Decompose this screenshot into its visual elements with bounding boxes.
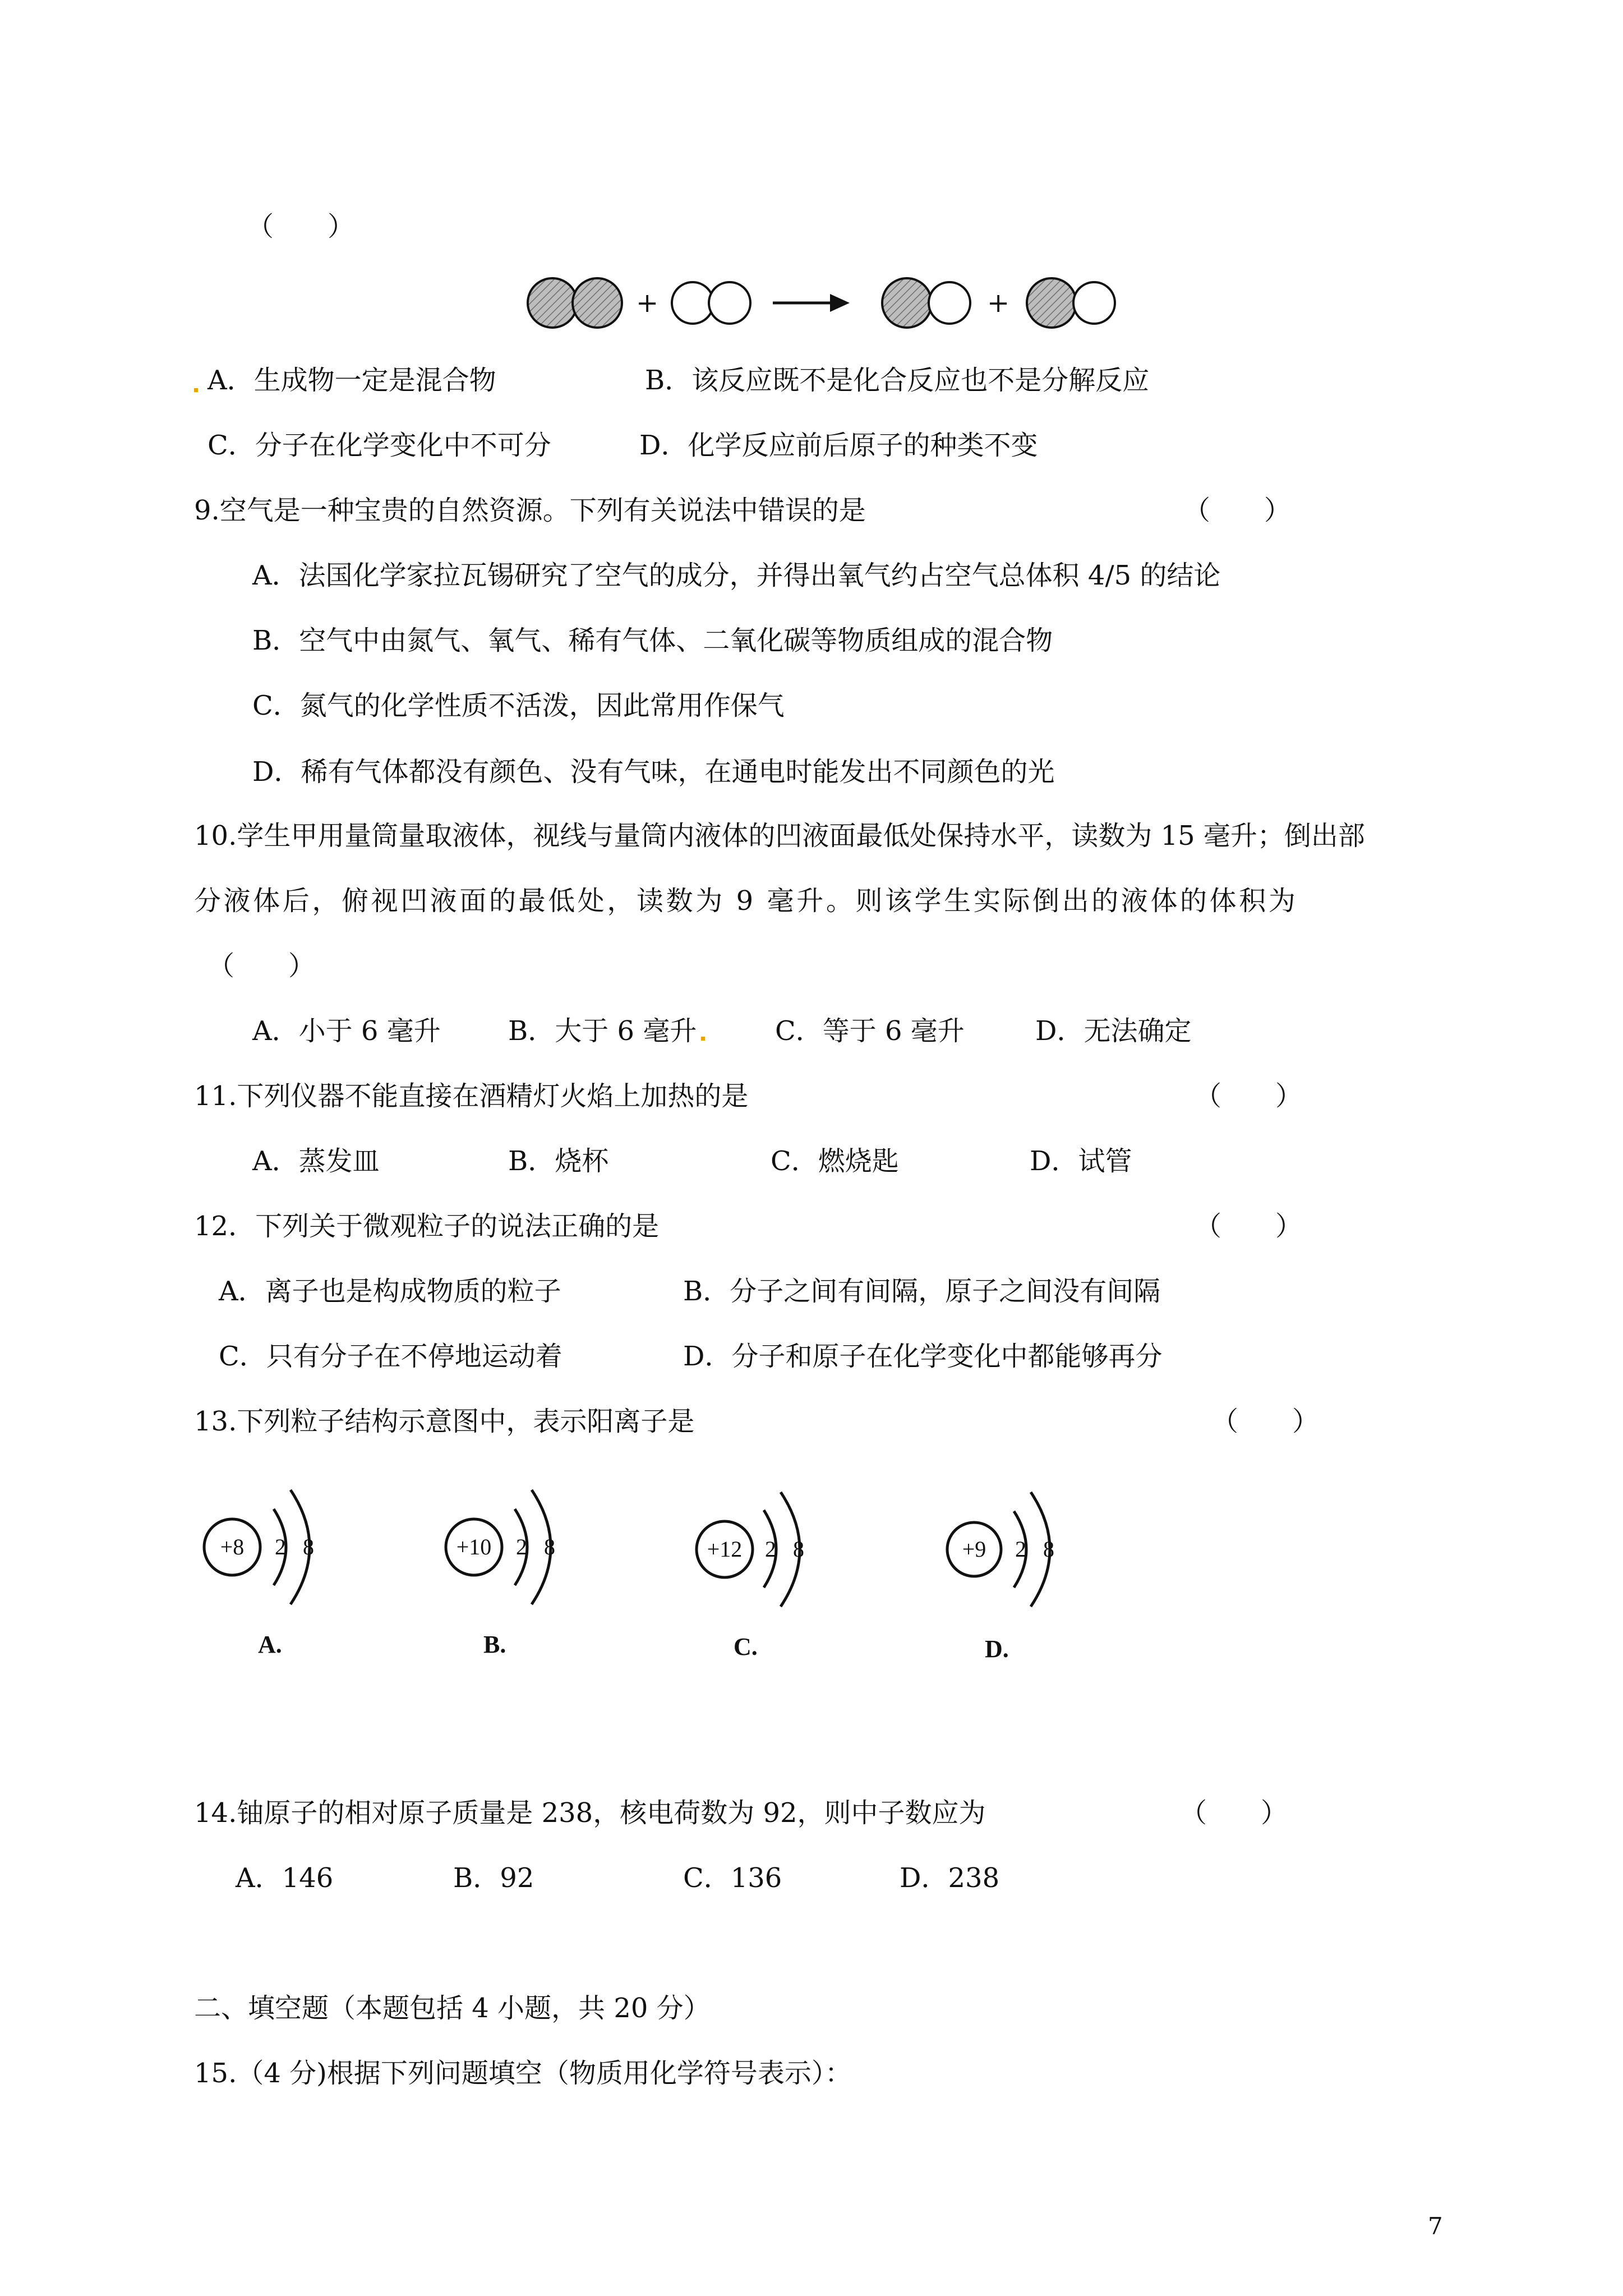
q10-option-a: A．小于 6 毫升 (252, 1015, 441, 1047)
q10-option-c: C．等于 6 毫升 (775, 1015, 965, 1047)
particle-d-label: D. (985, 1635, 1009, 1663)
particle-c-shell2-electrons: 8 (793, 1536, 804, 1562)
section-2-heading: 二、填空题（本题包括 4 小题，共 20 分） (194, 1993, 711, 2024)
q14-option-b: B．92 (453, 1862, 534, 1894)
q14-option-d: D．238 (900, 1862, 1000, 1894)
particle-c-label: C. (734, 1633, 758, 1660)
q9-stem: 9.空气是一种宝贵的自然资源。下列有关说法中错误的是 (194, 495, 866, 526)
q10-stem-line2: 分液体后，俯视凹液面的最低处，读数为 9 毫升。则该学生实际倒出的液体的体积为 (194, 885, 1298, 917)
particle-d-nucleus-charge: +9 (962, 1536, 986, 1562)
q14-option-c: C．136 (683, 1862, 782, 1894)
particle-b-nucleus-charge: +10 (456, 1534, 492, 1559)
q11-option-a: A．蒸发皿 (252, 1145, 380, 1177)
q10-option-b: B．大于 6 毫升 (508, 1015, 697, 1047)
q9-option-a: A．法国化学家拉瓦锡研究了空气的成分，并得出氧气约占空气总体积 4/5 的结论 (252, 560, 1221, 591)
particle-a-shell1-electrons: 2 (275, 1534, 286, 1559)
q12-answer-paren: （ ） (1195, 1211, 1303, 1242)
q14-stem: 14.铀原子的相对原子质量是 238，核电荷数为 92，则中子数应为 (194, 1797, 986, 1829)
q11-option-c: C．燃烧匙 (771, 1145, 899, 1177)
q14-option-a: A．146 (236, 1862, 334, 1894)
particle-c-nucleus-charge: +12 (707, 1536, 743, 1562)
q14-answer-paren: （ ） (1180, 1797, 1288, 1829)
q10-answer-paren: （ ） (208, 950, 316, 982)
q12-option-c: C．只有分子在不停地运动着 (219, 1341, 562, 1372)
q9-answer-paren: （ ） (1183, 495, 1292, 526)
page-number: 7 (1428, 2212, 1443, 2240)
particle-c-shell1-electrons: 2 (765, 1536, 776, 1562)
q8-answer-paren: （ ） (247, 211, 355, 242)
particle-b-label: B. (483, 1631, 506, 1658)
q9-option-c: C．氮气的化学性质不活泼，因此常用作保气 (252, 690, 785, 721)
particle-b-shell2-electrons: 8 (544, 1534, 555, 1559)
q9-option-d: D．稀有气体都没有颜色、没有气味，在通电时能发出不同颜色的光 (252, 756, 1055, 788)
q12-stem: 12．下列关于微观粒子的说法正确的是 (194, 1211, 660, 1242)
q8-option-b: B．该反应既不是化合反应也不是分解反应 (645, 365, 1150, 396)
q8-option-c: C．分子在化学变化中不可分 (208, 430, 551, 461)
q12-option-d: D．分子和原子在化学变化中都能够再分 (683, 1341, 1163, 1372)
particle-a-label: A. (258, 1631, 282, 1658)
particle-d-shell2-electrons: 8 (1043, 1536, 1054, 1562)
q11-option-d: D．试管 (1030, 1145, 1132, 1177)
q13-answer-paren: （ ） (1211, 1406, 1320, 1437)
reaction-plus-2: + (987, 287, 1010, 319)
q15-stem: 15.（4 分)根据下列问题填空（物质用化学符号表示）： (194, 2058, 852, 2089)
reaction-plus-1: + (636, 287, 659, 319)
q11-option-b: B．烧杯 (508, 1145, 609, 1177)
q8-option-a: A．生成物一定是混合物 (208, 365, 496, 396)
particle-d-shell1-electrons: 2 (1015, 1536, 1026, 1562)
q11-answer-paren: （ ） (1195, 1080, 1303, 1112)
q10-option-d: D．无法确定 (1035, 1015, 1192, 1047)
q12-option-b: B．分子之间有间隔，原子之间没有间隔 (683, 1276, 1161, 1307)
particle-a-nucleus-charge: +8 (220, 1534, 245, 1559)
particle-a-shell2-electrons: 8 (303, 1534, 314, 1559)
q10-stem-line1: 10.学生甲用量筒量取液体，视线与量筒内液体的凹液面最低处保持水平，读数为 15 毫升；倒出部 (194, 820, 1365, 852)
q12-option-a: A．离子也是构成物质的粒子 (219, 1276, 561, 1307)
q8-option-d: D．化学反应前后原子的种类不变 (639, 430, 1038, 461)
q9-option-b: B．空气中由氮气、氧气、稀有气体、二氧化碳等物质组成的混合物 (252, 625, 1053, 656)
q13-stem: 13.下列粒子结构示意图中，表示阳离子是 (194, 1406, 695, 1437)
q11-stem: 11.下列仪器不能直接在酒精灯火焰上加热的是 (194, 1080, 749, 1112)
particle-b-shell1-electrons: 2 (516, 1534, 527, 1559)
